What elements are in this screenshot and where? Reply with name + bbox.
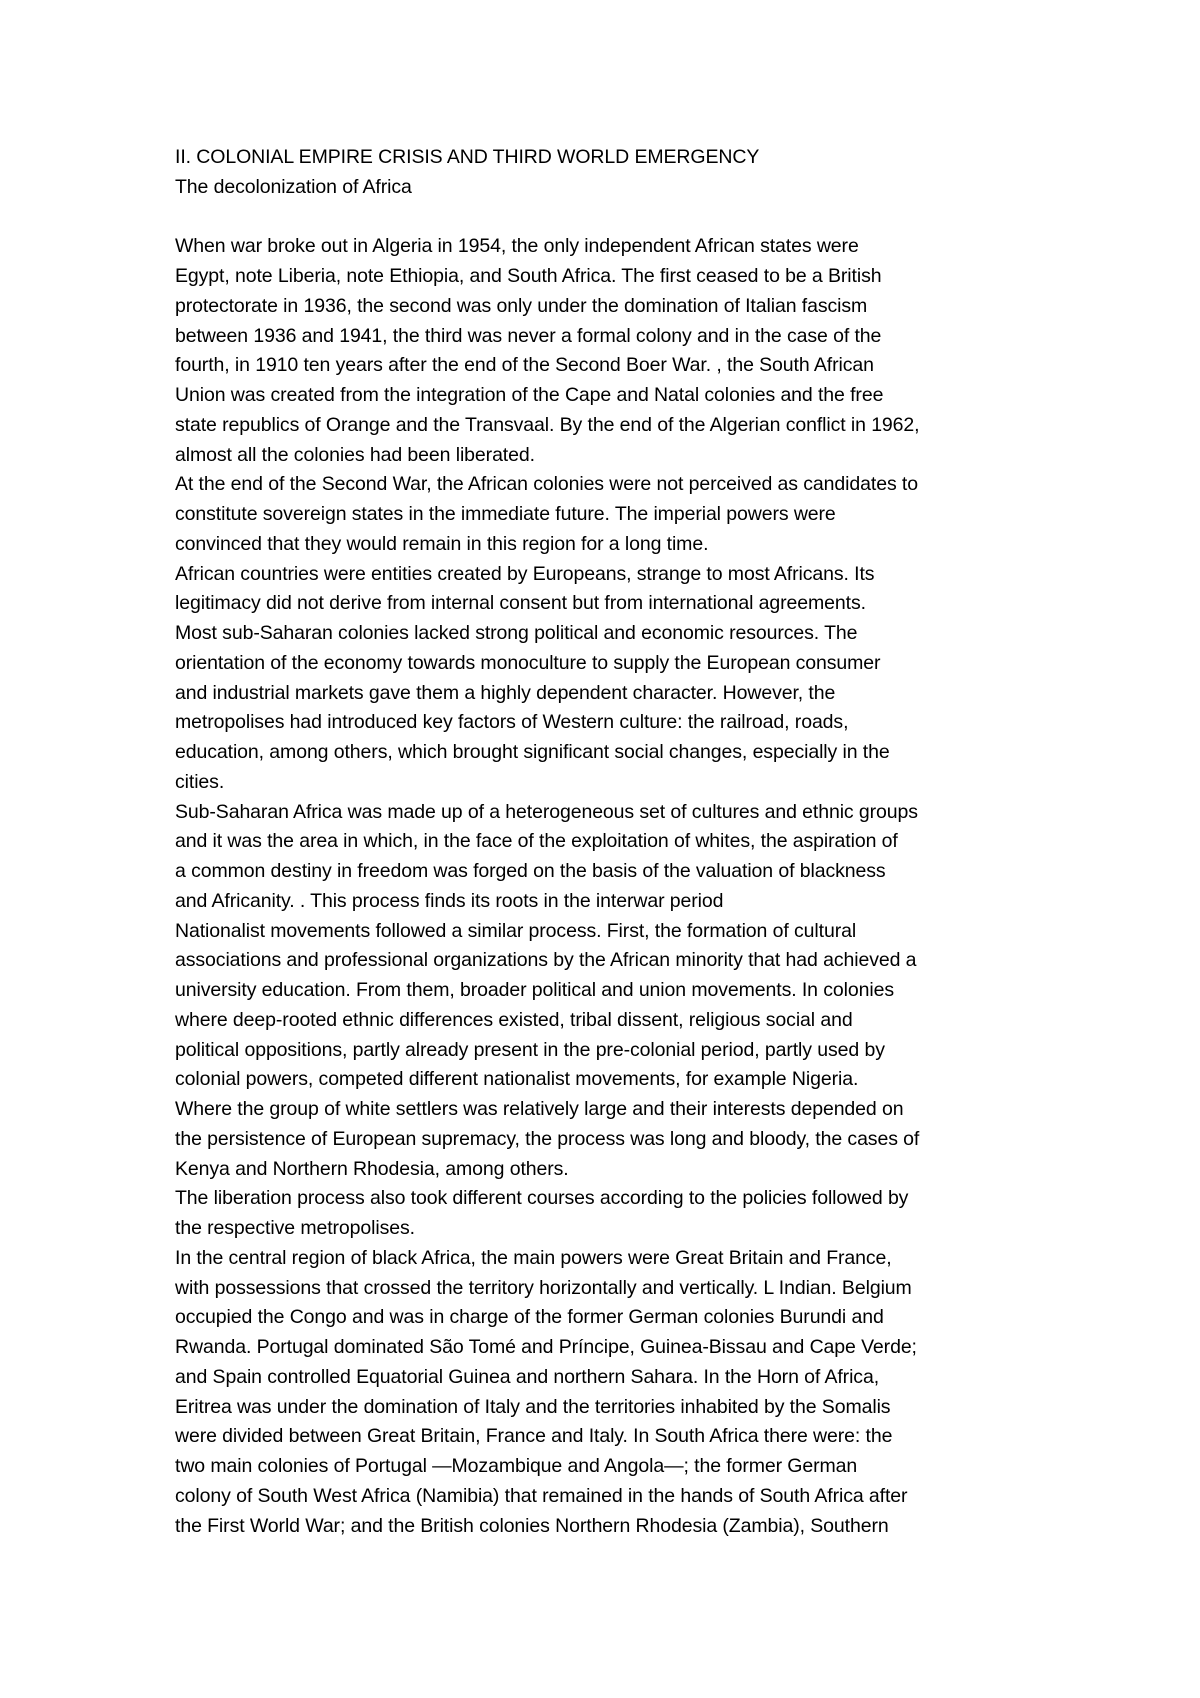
blank-line <box>175 203 1075 233</box>
body-line: colonial powers, competed different nationalist movements, for example Nigeria. <box>175 1068 859 1091</box>
body-line: a common destiny in freedom was forged on the basis of the valuation of blackness <box>175 860 886 882</box>
body-line: Most sub-Saharan colonies lacked strong political and economic resources. The <box>175 622 858 644</box>
body-line: Eritrea was under the domination of Italy and the territories inhabited by the Somalis <box>175 1395 891 1418</box>
body-line: state republics of Orange and the Transvaal. By the end of the Algerian conflict in 1962, <box>175 413 920 436</box>
body-text <box>175 232 1075 1541</box>
body-line: between 1936 and 1941, the third was never a formal colony and in the case of the <box>175 324 882 347</box>
body-line: constitute sovereign states in the immediate future. The imperial powers were <box>175 503 836 525</box>
body-line: African countries were entities created by Europeans, strange to most Africans. Its <box>175 562 875 585</box>
body-line: the persistence of European supremacy, the process was long and bloody, the cases of <box>175 1127 920 1150</box>
body-line: In the central region of black Africa, the main powers were Great Britain and France, <box>175 1246 892 1269</box>
body-line: Union was created from the integration of the Cape and Natal colonies and the free <box>175 384 884 406</box>
body-line: the respective metropolises. <box>175 1217 415 1239</box>
body-line: education, among others, which brought significant social changes, especially in the <box>175 741 890 763</box>
body-line: orientation of the economy towards monoculture to supply the European consumer <box>175 651 881 674</box>
body-line: two main colonies of Portugal —Mozambique and Angola—; the former German <box>175 1455 858 1477</box>
document-heading: II. COLONIAL EMPIRE CRISIS AND THIRD WORLD EMERGENCY <box>175 146 760 168</box>
body-line: political oppositions, partly already present in the pre-colonial period, partly used by <box>175 1038 885 1061</box>
body-line: almost all the colonies had been liberated. <box>175 443 535 466</box>
document-body <box>175 143 1075 1541</box>
body-line: with possessions that crossed the territory horizontally and vertically. L Indian. Belgium <box>175 1276 912 1299</box>
body-line: Nationalist movements followed a similar process. First, the formation of cultural <box>175 919 857 942</box>
body-line: Sub-Saharan Africa was made up of a heterogeneous set of cultures and ethnic groups <box>175 800 918 823</box>
body-line: the First World War; and the British colonies Northern Rhodesia (Zambia), Southern <box>175 1514 889 1537</box>
body-line: colony of South West Africa (Namibia) that remained in the hands of South Africa after <box>175 1484 908 1507</box>
body-line: The liberation process also took different courses according to the policies followed by <box>175 1187 909 1210</box>
body-line: metropolises had introduced key factors of Western culture: the railroad, roads, <box>175 711 849 734</box>
body-line: Where the group of white settlers was relatively large and their interests depended on <box>175 1098 904 1120</box>
body-line: and Spain controlled Equatorial Guinea and northern Sahara. In the Horn of Africa, <box>175 1365 880 1388</box>
body-line: fourth, in 1910 ten years after the end of the Second Boer War. , the South African <box>175 354 874 377</box>
body-line: cities. <box>175 770 225 793</box>
body-line: Kenya and Northern Rhodesia, among others. <box>175 1157 569 1180</box>
body-line: and Africanity. . This process finds its roots in the interwar period <box>175 889 724 912</box>
body-line: where deep-rooted ethnic differences existed, tribal dissent, religious social and <box>175 1008 853 1031</box>
body-line: associations and professional organizations by the African minority that had achieved a <box>175 949 917 972</box>
body-line: convinced that they would remain in this region for a long time. <box>175 532 709 555</box>
body-line: legitimacy did not derive from internal consent but from international agreements. <box>175 592 866 615</box>
body-line: At the end of the Second War, the African colonies were not perceived as candidates to <box>175 473 918 496</box>
body-line: were divided between Great Britain, France and Italy. In South Africa there were: the <box>175 1425 893 1448</box>
body-line: When war broke out in Algeria in 1954, the only independent African states were <box>175 235 859 258</box>
body-line: protectorate in 1936, the second was only under the domination of Italian fascism <box>175 294 868 317</box>
body-line: Egypt, note Liberia, note Ethiopia, and South Africa. The first ceased to be a British <box>175 265 882 287</box>
body-line: university education. From them, broader political and union movements. In colonies <box>175 979 894 1001</box>
body-line: and industrial markets gave them a highly dependent character. However, the <box>175 681 836 704</box>
body-line: and it was the area in which, in the face of the exploitation of whites, the aspiration of <box>175 830 898 853</box>
document-subheading: The decolonization of Africa <box>175 175 412 198</box>
body-line: occupied the Congo and was in charge of the former German colonies Burundi and <box>175 1306 884 1329</box>
body-line: Rwanda. Portugal dominated São Tomé and Príncipe, Guinea-Bissau and Cape Verde; <box>175 1336 917 1358</box>
